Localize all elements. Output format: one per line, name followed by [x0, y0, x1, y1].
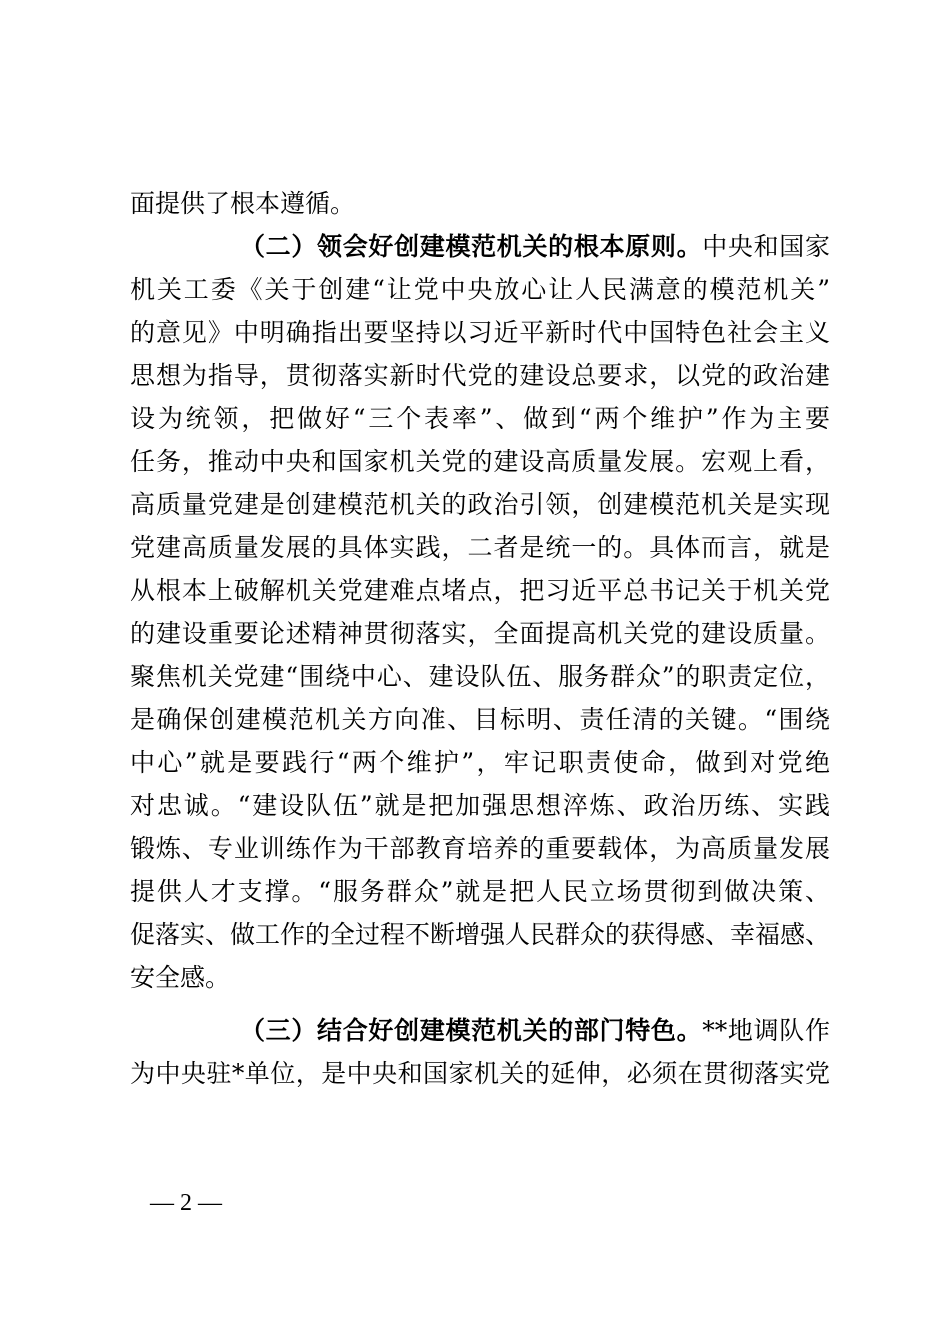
line-text: 党建高质量发展的具体实践，二者是统一的。具体而言，就是 — [130, 533, 830, 562]
body-line — [130, 354, 830, 398]
body-line — [130, 655, 830, 699]
line-text: 聚焦机关党建“围绕中心、建设队伍、服务群众”的职责定位， — [130, 662, 830, 691]
body-line — [130, 913, 830, 957]
line-text: **地调队作 — [702, 1016, 830, 1045]
section-heading: （三）结合好创建模范机关的部门特色。 — [240, 1016, 703, 1045]
section-heading-line — [240, 1009, 830, 1053]
line-text: 的建设重要论述精神贯彻落实，全面提高机关党的建设质量。 — [130, 619, 830, 648]
body-line — [130, 182, 830, 226]
line-text: 任务，推动中央和国家机关党的建设高质量发展。宏观上看， — [130, 447, 830, 476]
line-text: 对忠诚。“建设队伍”就是把加强思想淬炼、政治历练、实践 — [130, 791, 830, 820]
line-text: 安全感。 — [130, 963, 231, 992]
line-text: 从根本上破解机关党建难点堵点，把习近平总书记关于机关党 — [130, 576, 830, 605]
line-text: 中心”就是要践行“两个维护”，牢记职责使命，做到对党绝 — [130, 748, 830, 777]
line-text: 提供人才支撑。“服务群众”就是把人民立场贯彻到做决策、 — [130, 877, 830, 906]
body-line — [130, 784, 830, 828]
line-text: 设为统领，把做好“三个表率”、做到“两个维护”作为主要 — [130, 404, 830, 433]
body-line — [130, 268, 830, 312]
body-line — [130, 397, 830, 441]
body-line — [130, 440, 830, 484]
body-line — [130, 698, 830, 742]
body-line — [130, 741, 830, 785]
body-line — [130, 612, 830, 656]
line-text: 面提供了根本遵循。 — [130, 189, 356, 218]
line-text: 高质量党建是创建模范机关的政治引领，创建模范机关是实现 — [130, 490, 830, 519]
line-text: 是确保创建模范机关方向准、目标明、责任清的关键。“围绕 — [130, 705, 830, 734]
body-line — [130, 870, 830, 914]
line-text: 促落实、做工作的全过程不断增强人民群众的获得感、幸福感、 — [130, 920, 831, 949]
line-text: 锻炼、专业训练作为干部教育培养的重要载体，为高质量发展 — [130, 834, 830, 863]
page-number: — 2 — — [150, 1190, 222, 1216]
body-line — [130, 1052, 830, 1096]
line-text: 思想为指导，贯彻落实新时代党的建设总要求，以党的政治建 — [130, 361, 830, 390]
body-line — [130, 311, 830, 355]
line-text: 的意见》中明确指出要坚持以习近平新时代中国特色社会主义 — [130, 318, 830, 347]
section-heading: （二）领会好创建模范机关的根本原则。 — [240, 232, 703, 261]
body-line — [130, 483, 830, 527]
body-line — [130, 827, 830, 871]
line-text: 为中央驻*单位，是中央和国家机关的延伸，必须在贯彻落实党 — [130, 1059, 830, 1088]
body-line — [130, 526, 830, 570]
body-line — [130, 956, 830, 1000]
line-text: 中央和国家 — [702, 232, 830, 261]
section-heading-line — [240, 225, 830, 269]
body-line — [130, 569, 830, 613]
line-text: 机关工委《关于创建“让党中央放心让人民满意的模范机关” — [130, 275, 830, 304]
